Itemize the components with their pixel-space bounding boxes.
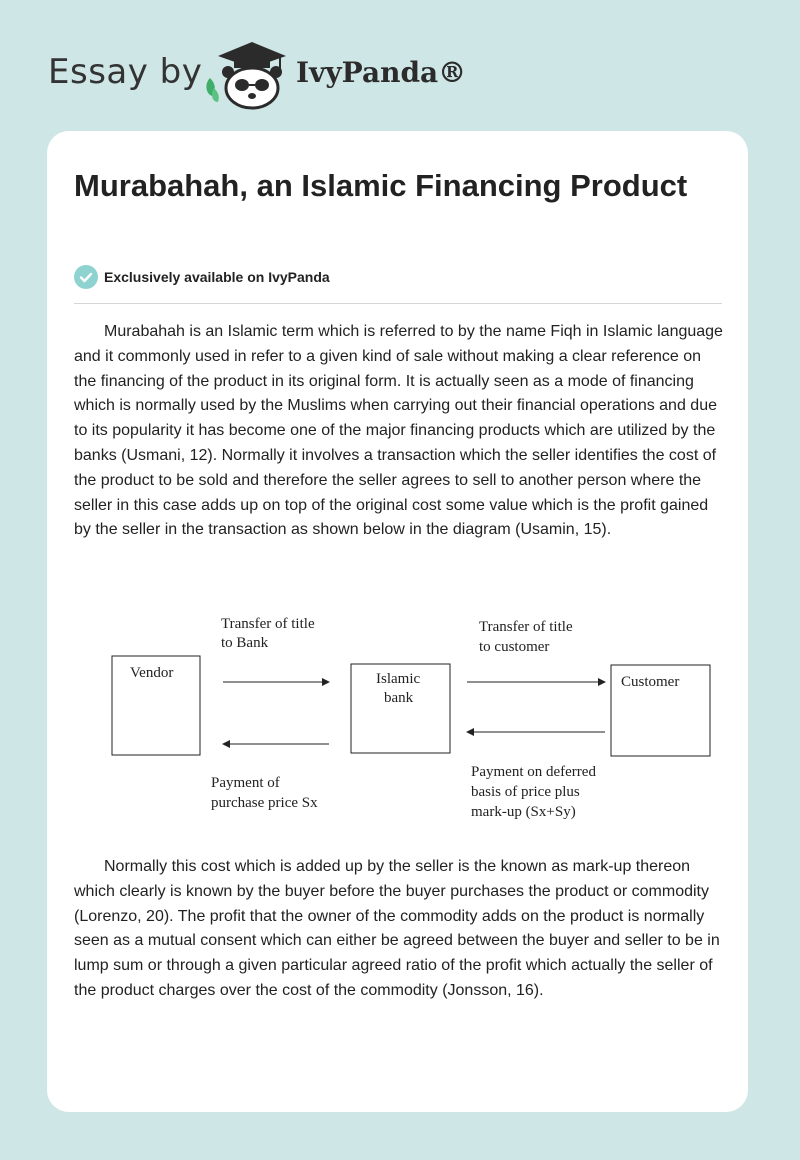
customer-label: Customer <box>621 674 680 690</box>
payment-deferred-line2: basis of price plus <box>471 784 580 800</box>
article-card <box>47 131 748 1112</box>
divider <box>74 303 722 304</box>
article-title: Murabahah, an Islamic Financing Product <box>74 168 688 203</box>
vendor-label: Vendor <box>130 665 174 681</box>
paragraph: Murabahah is an Islamic term which is referred to by the name Fiqh in Islamic language and it commonly used in refer to a given kind of sale without making a clear reference on the financing of the product in its original form. It is actually seen as a mode of financing which is normally used by the Muslims when carrying out their financial operations and due to its popularity it has become one of the major financing products which are utilized by the banks (Usmani, 12). Normally it involves a transaction which the seller identifies the cost of the product to be sold and therefore the seller agrees to sell to another person where the seller in this case adds up on top of the original cost some value which is the profit gained by the seller in the transaction as shown below in the diagram (Usamin, 15). <box>74 323 723 539</box>
badge-label: Exclusively available on IvyPanda <box>104 269 330 285</box>
essay-by-label: Essay by <box>48 52 203 92</box>
payment-deferred-line1: Payment on deferred <box>471 764 596 780</box>
title-to-customer-line2: to customer <box>479 639 550 655</box>
payment-deferred-line3: mark-up (Sx+Sy) <box>471 804 576 820</box>
payment-purchase-line1: Payment of <box>211 775 280 791</box>
exclusive-badge <box>74 265 330 289</box>
brand-name: IvyPanda® <box>296 56 467 89</box>
bank-label-line1: Islamic <box>376 671 421 687</box>
title-to-bank-line1: Transfer of title <box>221 616 315 632</box>
payment-purchase-line2: purchase price Sx <box>211 795 318 811</box>
title-to-customer-line1: Transfer of title <box>479 619 573 635</box>
paragraph: Normally this cost which is added up by the seller is the known as mark-up thereon which clearly is known by the buyer before the buyer purchases the product or commodity (Lorenzo, 20). The profit that the owner of the commodity adds on the product is normally seen as a mutual consent which can either be agreed between the buyer and seller to be in lump sum or through a given particular agreed ratio of the profit which actually the seller of the product charges over the cost of the commodity (Jonsson, 16). <box>74 858 720 999</box>
murabahah-diagram <box>111 609 721 824</box>
title-to-bank-line2: to Bank <box>221 635 269 651</box>
panda-logo-icon <box>200 38 292 110</box>
bank-label-line2: bank <box>384 690 414 706</box>
check-icon <box>74 265 98 289</box>
brand-header[interactable] <box>48 38 528 110</box>
